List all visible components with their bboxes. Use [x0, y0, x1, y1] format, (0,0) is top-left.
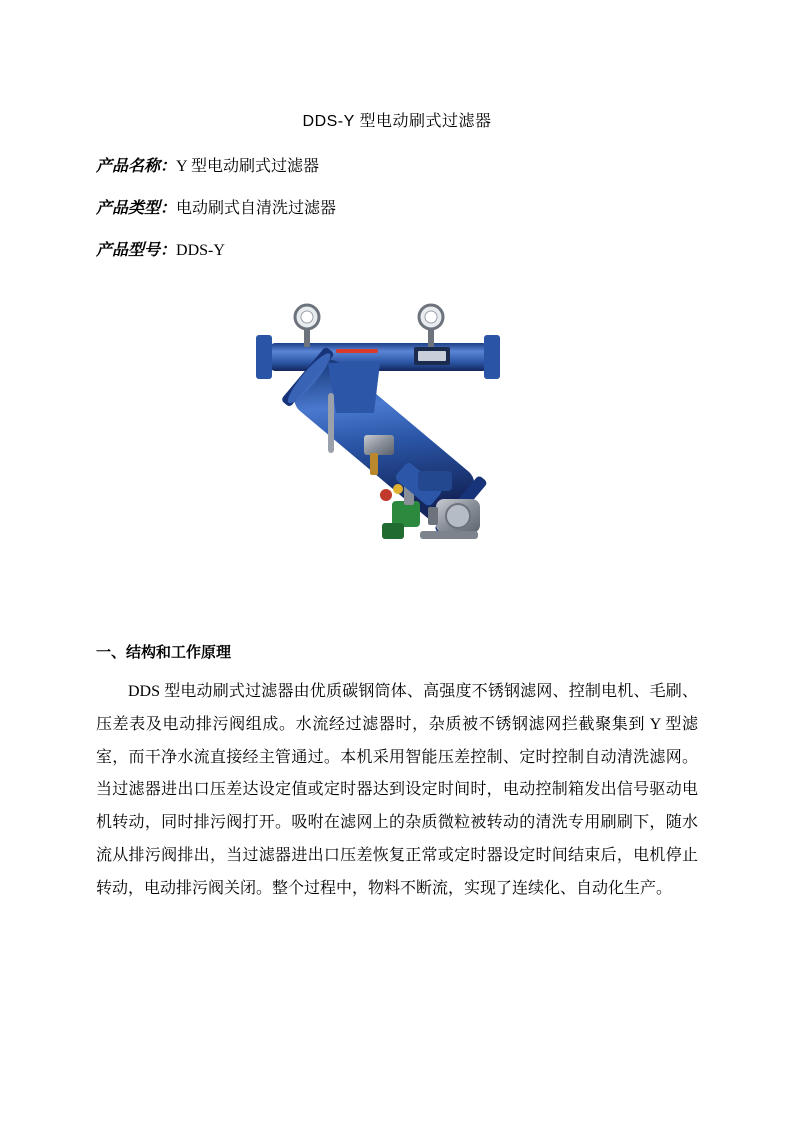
pressure-gauge-right — [419, 305, 443, 347]
document-content — [96, 96, 698, 906]
product-name-label: 产品名称： — [96, 158, 177, 175]
product-image — [232, 285, 562, 575]
section-paragraph: DDS 型电动刷式过滤器由优质碳钢筒体、高强度不锈钢滤网、控制电机、毛刷、压差表及电动排污阀组成。水流经过滤器时，杂质被不锈钢滤网拦截聚集到 Y 型滤室，而干净水流直接经主管通过。本机采用智能压差控制、定时控制自动清洗滤网。当过滤器进出口压差达设定值或定时器达到设定时间时，电动控制箱发出信号驱动电机转动，同时排污阀打开。吸咐在滤网上的杂质微粒被转动的清洗专用刷刷下，随水流从排污阀排出，当过滤器进出口压差恢复正常或定时器设定时间结束后，电机停止转动，电动排污阀关闭。整个过程中，物料不断流，实现了连续化、自动化生产。 — [96, 683, 698, 897]
product-name-line — [96, 155, 698, 179]
page-title: DDS-Y 型电动刷式过滤器 — [302, 113, 492, 130]
section-title: 结构和工作原理 — [126, 644, 232, 661]
product-name-value: Y 型电动刷式过滤器 — [176, 158, 319, 175]
product-type-value: 电动刷式自清洗过滤器 — [176, 200, 337, 217]
product-type-label: 产品类型： — [96, 200, 177, 217]
pressure-gauge-left — [295, 305, 319, 347]
filter-device-illustration — [232, 285, 562, 575]
product-type-line — [96, 197, 698, 221]
product-model-line — [96, 239, 698, 263]
section-number: 一、 — [96, 644, 127, 661]
section-heading — [96, 641, 698, 662]
support-frame — [420, 531, 478, 539]
product-model-value: DDS-Y — [176, 242, 225, 259]
body-neck — [328, 363, 380, 413]
product-figure — [96, 285, 698, 585]
product-model-label: 产品型号： — [96, 242, 177, 259]
